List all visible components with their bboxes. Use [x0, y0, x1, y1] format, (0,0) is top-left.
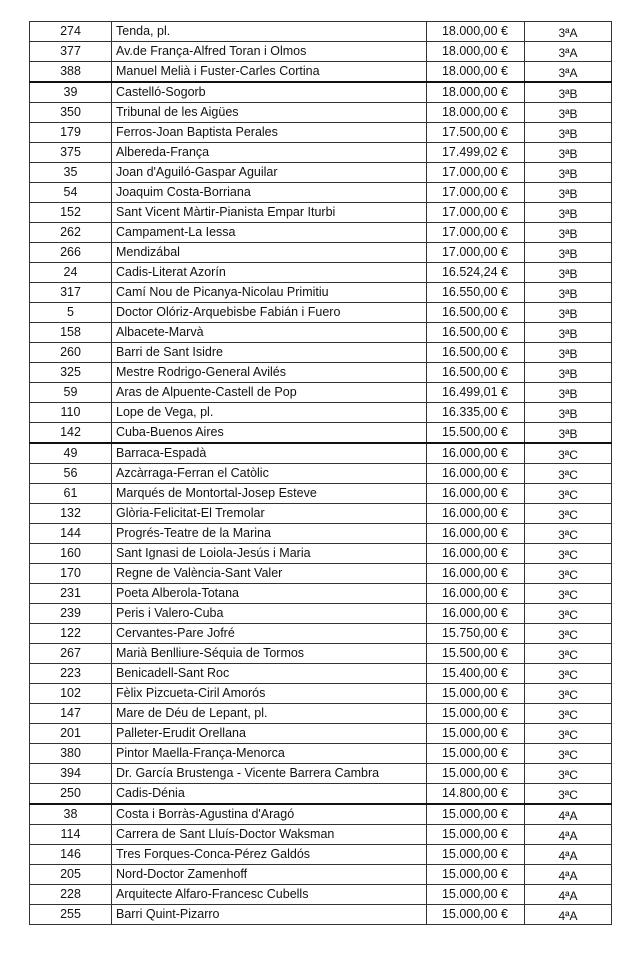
street-name-cell: Barri de Sant Isidre — [112, 343, 427, 363]
table-row — [30, 423, 612, 444]
row-number-cell: 239 — [30, 604, 112, 624]
category-cell: 3ªC — [525, 604, 612, 624]
street-name-cell: Cervantes-Pare Jofré — [112, 624, 427, 644]
amount-cell: 15.500,00 € — [427, 644, 525, 664]
category-cell: 3ªC — [525, 504, 612, 524]
street-name-cell: Camí Nou de Picanya-Nicolau Primitiu — [112, 283, 427, 303]
table-row — [30, 744, 612, 764]
category-cell: 3ªC — [525, 744, 612, 764]
table-row — [30, 123, 612, 143]
table-row — [30, 865, 612, 885]
amount-cell: 15.000,00 € — [427, 885, 525, 905]
row-number-cell: 179 — [30, 123, 112, 143]
amount-cell: 14.800,00 € — [427, 784, 525, 805]
amount-cell: 16.500,00 € — [427, 303, 525, 323]
category-cell: 3ªB — [525, 343, 612, 363]
category-cell: 3ªC — [525, 624, 612, 644]
street-name-cell: Azcàrraga-Ferran el Catòlic — [112, 464, 427, 484]
category-cell: 3ªB — [525, 423, 612, 444]
table-row — [30, 283, 612, 303]
street-name-cell: Ferros-Joan Baptista Perales — [112, 123, 427, 143]
street-name-cell: Fèlix Pizcueta-Ciril Amorós — [112, 684, 427, 704]
street-name-cell: Tribunal de les Aigües — [112, 103, 427, 123]
table-row — [30, 644, 612, 664]
street-name-cell: Tres Forques-Conca-Pérez Galdós — [112, 845, 427, 865]
table-row — [30, 664, 612, 684]
category-cell: 3ªC — [525, 764, 612, 784]
category-cell: 4ªA — [525, 825, 612, 845]
street-name-cell: Sant Ignasi de Loiola-Jesús i Maria — [112, 544, 427, 564]
row-number-cell: 377 — [30, 42, 112, 62]
street-name-cell: Joaquim Costa-Borriana — [112, 183, 427, 203]
category-cell: 3ªA — [525, 22, 612, 42]
amount-cell: 15.000,00 € — [427, 804, 525, 825]
table-row — [30, 524, 612, 544]
amount-cell: 18.000,00 € — [427, 103, 525, 123]
category-cell: 3ªC — [525, 524, 612, 544]
table-row — [30, 584, 612, 604]
amount-cell: 17.000,00 € — [427, 163, 525, 183]
category-cell: 3ªB — [525, 103, 612, 123]
category-cell: 3ªB — [525, 323, 612, 343]
row-number-cell: 49 — [30, 443, 112, 464]
row-number-cell: 260 — [30, 343, 112, 363]
amount-cell: 18.000,00 € — [427, 62, 525, 83]
table-body — [30, 22, 612, 925]
row-number-cell: 350 — [30, 103, 112, 123]
amount-cell: 16.000,00 € — [427, 504, 525, 524]
category-cell: 4ªA — [525, 865, 612, 885]
table-row — [30, 484, 612, 504]
amount-cell: 16.000,00 € — [427, 584, 525, 604]
row-number-cell: 228 — [30, 885, 112, 905]
amount-cell: 15.400,00 € — [427, 664, 525, 684]
table-row — [30, 905, 612, 925]
table-row — [30, 303, 612, 323]
amount-cell: 16.000,00 € — [427, 564, 525, 584]
row-number-cell: 122 — [30, 624, 112, 644]
amount-cell: 18.000,00 € — [427, 42, 525, 62]
amount-cell: 15.000,00 € — [427, 704, 525, 724]
amount-cell: 15.000,00 € — [427, 684, 525, 704]
amount-cell: 15.750,00 € — [427, 624, 525, 644]
table-row — [30, 443, 612, 464]
table-row — [30, 42, 612, 62]
table-row — [30, 403, 612, 423]
amount-cell: 17.000,00 € — [427, 203, 525, 223]
street-name-cell: Poeta Alberola-Totana — [112, 584, 427, 604]
amount-cell: 15.000,00 € — [427, 865, 525, 885]
street-name-cell: Campament-La Iessa — [112, 223, 427, 243]
street-name-cell: Mendizábal — [112, 243, 427, 263]
table-row — [30, 343, 612, 363]
category-cell: 3ªC — [525, 684, 612, 704]
table-row — [30, 684, 612, 704]
street-name-cell: Dr. García Brustenga - Vicente Barrera Cambra — [112, 764, 427, 784]
row-number-cell: 5 — [30, 303, 112, 323]
table-row — [30, 103, 612, 123]
table-row — [30, 704, 612, 724]
table-row — [30, 504, 612, 524]
table-row — [30, 544, 612, 564]
row-number-cell: 388 — [30, 62, 112, 83]
street-name-cell: Cadis-Literat Azorín — [112, 263, 427, 283]
category-cell: 3ªB — [525, 82, 612, 103]
category-cell: 3ªC — [525, 443, 612, 464]
row-number-cell: 380 — [30, 744, 112, 764]
table-row — [30, 383, 612, 403]
table-row — [30, 784, 612, 805]
street-name-cell: Marqués de Montortal-Josep Esteve — [112, 484, 427, 504]
row-number-cell: 266 — [30, 243, 112, 263]
amount-cell: 17.499,02 € — [427, 143, 525, 163]
category-cell: 3ªC — [525, 564, 612, 584]
category-cell: 3ªC — [525, 644, 612, 664]
row-number-cell: 262 — [30, 223, 112, 243]
table-row — [30, 825, 612, 845]
amount-cell: 15.000,00 € — [427, 724, 525, 744]
street-name-cell: Palleter-Erudit Orellana — [112, 724, 427, 744]
row-number-cell: 231 — [30, 584, 112, 604]
street-name-cell: Barraca-Espadà — [112, 443, 427, 464]
table-row — [30, 804, 612, 825]
row-number-cell: 325 — [30, 363, 112, 383]
amount-cell: 17.000,00 € — [427, 223, 525, 243]
row-number-cell: 114 — [30, 825, 112, 845]
row-number-cell: 142 — [30, 423, 112, 444]
street-name-cell: Barri Quint-Pizarro — [112, 905, 427, 925]
table-row — [30, 62, 612, 83]
category-cell: 4ªA — [525, 804, 612, 825]
category-cell: 4ªA — [525, 845, 612, 865]
amount-cell: 18.000,00 € — [427, 22, 525, 42]
street-name-cell: Cuba-Buenos Aires — [112, 423, 427, 444]
street-name-cell: Albereda-França — [112, 143, 427, 163]
street-name-cell: Costa i Borràs-Agustina d'Aragó — [112, 804, 427, 825]
street-name-cell: Manuel Melià i Fuster-Carles Cortina — [112, 62, 427, 83]
category-cell: 3ªC — [525, 704, 612, 724]
amount-cell: 15.000,00 € — [427, 764, 525, 784]
category-cell: 3ªB — [525, 163, 612, 183]
street-name-cell: Peris i Valero-Cuba — [112, 604, 427, 624]
street-name-cell: Mare de Déu de Lepant, pl. — [112, 704, 427, 724]
category-cell: 3ªB — [525, 303, 612, 323]
row-number-cell: 394 — [30, 764, 112, 784]
amount-cell: 15.000,00 € — [427, 905, 525, 925]
table-row — [30, 604, 612, 624]
table-row — [30, 203, 612, 223]
row-number-cell: 146 — [30, 845, 112, 865]
amount-cell: 17.000,00 € — [427, 183, 525, 203]
table-row — [30, 263, 612, 283]
amount-cell: 18.000,00 € — [427, 82, 525, 103]
table-row — [30, 223, 612, 243]
category-cell: 3ªB — [525, 183, 612, 203]
amount-cell: 16.500,00 € — [427, 363, 525, 383]
row-number-cell: 317 — [30, 283, 112, 303]
street-name-cell: Doctor Olóriz-Arquebisbe Fabián i Fuero — [112, 303, 427, 323]
category-cell: 3ªB — [525, 383, 612, 403]
row-number-cell: 61 — [30, 484, 112, 504]
row-number-cell: 24 — [30, 263, 112, 283]
row-number-cell: 267 — [30, 644, 112, 664]
street-name-cell: Sant Vicent Màrtir-Pianista Empar Iturbi — [112, 203, 427, 223]
row-number-cell: 205 — [30, 865, 112, 885]
table-row — [30, 163, 612, 183]
category-cell: 3ªC — [525, 784, 612, 805]
category-cell: 3ªB — [525, 143, 612, 163]
row-number-cell: 201 — [30, 724, 112, 744]
row-number-cell: 38 — [30, 804, 112, 825]
category-cell: 3ªC — [525, 664, 612, 684]
row-number-cell: 147 — [30, 704, 112, 724]
street-name-cell: Glòria-Felicitat-El Tremolar — [112, 504, 427, 524]
table-row — [30, 724, 612, 744]
row-number-cell: 160 — [30, 544, 112, 564]
table-row — [30, 464, 612, 484]
amount-cell: 15.000,00 € — [427, 744, 525, 764]
street-name-cell: Albacete-Marvà — [112, 323, 427, 343]
amount-cell: 15.000,00 € — [427, 845, 525, 865]
street-name-cell: Aras de Alpuente-Castell de Pop — [112, 383, 427, 403]
table-row — [30, 22, 612, 42]
street-name-cell: Progrés-Teatre de la Marina — [112, 524, 427, 544]
amount-cell: 16.550,00 € — [427, 283, 525, 303]
category-cell: 4ªA — [525, 885, 612, 905]
table-row — [30, 845, 612, 865]
table-row — [30, 82, 612, 103]
category-cell: 3ªA — [525, 62, 612, 83]
amount-cell: 16.524,24 € — [427, 263, 525, 283]
row-number-cell: 39 — [30, 82, 112, 103]
row-number-cell: 250 — [30, 784, 112, 805]
amount-cell: 16.000,00 € — [427, 544, 525, 564]
street-name-cell: Tenda, pl. — [112, 22, 427, 42]
category-cell: 3ªC — [525, 464, 612, 484]
row-number-cell: 223 — [30, 664, 112, 684]
amount-cell: 16.000,00 € — [427, 464, 525, 484]
table-row — [30, 624, 612, 644]
amount-cell: 16.000,00 € — [427, 604, 525, 624]
row-number-cell: 56 — [30, 464, 112, 484]
amount-cell: 16.499,01 € — [427, 383, 525, 403]
category-cell: 3ªC — [525, 544, 612, 564]
table-row — [30, 323, 612, 343]
street-name-cell: Regne de València-Sant Valer — [112, 564, 427, 584]
street-name-cell: Mestre Rodrigo-General Avilés — [112, 363, 427, 383]
street-name-cell: Marià Benlliure-Séquia de Tormos — [112, 644, 427, 664]
category-cell: 3ªB — [525, 263, 612, 283]
category-cell: 3ªB — [525, 223, 612, 243]
row-number-cell: 59 — [30, 383, 112, 403]
row-number-cell: 255 — [30, 905, 112, 925]
category-cell: 3ªB — [525, 283, 612, 303]
category-cell: 3ªB — [525, 243, 612, 263]
table-row — [30, 143, 612, 163]
amount-cell: 17.000,00 € — [427, 243, 525, 263]
row-number-cell: 144 — [30, 524, 112, 544]
category-cell: 3ªB — [525, 203, 612, 223]
table-row — [30, 363, 612, 383]
street-name-cell: Lope de Vega, pl. — [112, 403, 427, 423]
table-row — [30, 183, 612, 203]
category-cell: 3ªB — [525, 403, 612, 423]
category-cell: 3ªA — [525, 42, 612, 62]
amount-cell: 17.500,00 € — [427, 123, 525, 143]
amount-cell: 16.500,00 € — [427, 323, 525, 343]
street-name-cell: Av.de França-Alfred Toran i Olmos — [112, 42, 427, 62]
row-number-cell: 35 — [30, 163, 112, 183]
amount-cell: 15.500,00 € — [427, 423, 525, 444]
row-number-cell: 54 — [30, 183, 112, 203]
amount-cell: 15.000,00 € — [427, 825, 525, 845]
amount-cell: 16.335,00 € — [427, 403, 525, 423]
category-cell: 3ªC — [525, 484, 612, 504]
street-name-cell: Cadis-Dénia — [112, 784, 427, 805]
street-name-cell: Carrera de Sant Lluís-Doctor Waksman — [112, 825, 427, 845]
row-number-cell: 274 — [30, 22, 112, 42]
street-name-cell: Joan d'Aguiló-Gaspar Aguilar — [112, 163, 427, 183]
amount-cell: 16.500,00 € — [427, 343, 525, 363]
street-name-cell: Nord-Doctor Zamenhoff — [112, 865, 427, 885]
street-name-cell: Benicadell-Sant Roc — [112, 664, 427, 684]
table-row — [30, 764, 612, 784]
table-row — [30, 564, 612, 584]
street-name-cell: Castelló-Sogorb — [112, 82, 427, 103]
table-row — [30, 885, 612, 905]
amount-cell: 16.000,00 € — [427, 524, 525, 544]
row-number-cell: 102 — [30, 684, 112, 704]
row-number-cell: 158 — [30, 323, 112, 343]
row-number-cell: 170 — [30, 564, 112, 584]
falles-amounts-table — [29, 21, 612, 925]
table-row — [30, 243, 612, 263]
row-number-cell: 132 — [30, 504, 112, 524]
category-cell: 3ªB — [525, 363, 612, 383]
row-number-cell: 110 — [30, 403, 112, 423]
category-cell: 3ªC — [525, 724, 612, 744]
row-number-cell: 152 — [30, 203, 112, 223]
category-cell: 3ªC — [525, 584, 612, 604]
row-number-cell: 375 — [30, 143, 112, 163]
category-cell: 4ªA — [525, 905, 612, 925]
amount-cell: 16.000,00 € — [427, 443, 525, 464]
street-name-cell: Arquitecte Alfaro-Francesc Cubells — [112, 885, 427, 905]
street-name-cell: Pintor Maella-França-Menorca — [112, 744, 427, 764]
category-cell: 3ªB — [525, 123, 612, 143]
amount-cell: 16.000,00 € — [427, 484, 525, 504]
